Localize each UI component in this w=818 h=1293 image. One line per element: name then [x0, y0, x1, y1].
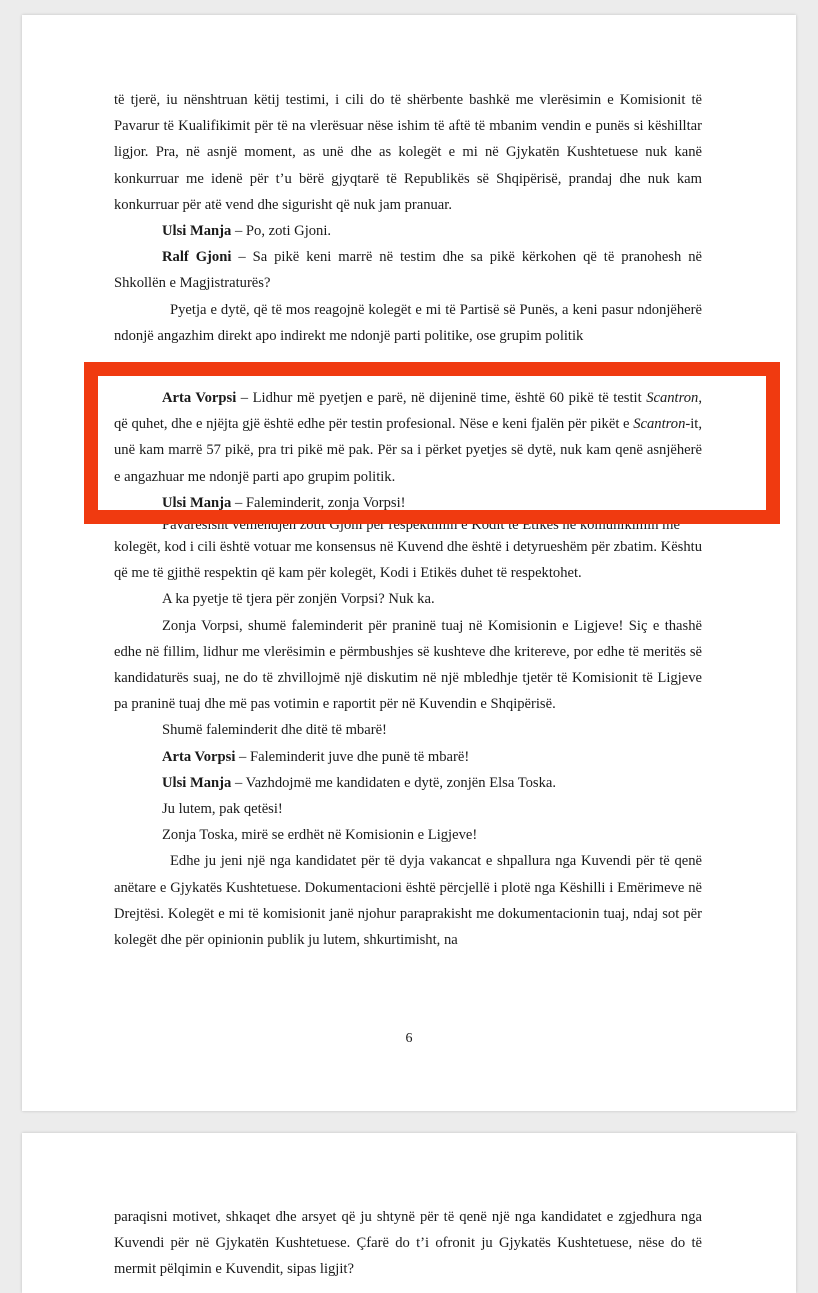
speaker-name: Arta Vorpsi [162, 390, 237, 406]
paragraph-continuation: të tjerë, iu nënshtruan këtij testimi, i cili do të shërbente bashkë me vlerësimin e Komisionit të Pavarur të Kualifikimit për të na vlerësuar nëse ishim të aftë të mbanim vendin e punës si këshilltar ligjor. Pra, në asnjë moment, as unë dhe as kolegët e mi në Gjykatën Kushtetuese nuk kanë konkurruar me idenë për t’u bërë gjyqtarë të Republikës së Shqipërisë, prandaj dhe nuk kam konkurruar për atë vend dhe sigurisht që nuk jam pranuar. [114, 92, 702, 213]
page-top-text [114, 87, 702, 349]
paragraph: A ka pyetje të tjera për zonjën Vorpsi? Nuk ka. [162, 591, 435, 608]
speech-text: – Po, zoti Gjoni. [231, 223, 332, 240]
speech-ulsi-manja [114, 218, 702, 244]
speech-arta-vorpsi [114, 744, 702, 770]
paragraph-continuation: kolegët, kod i cili është votuar me konsensus në Kuvend dhe është i detyrueshëm për zbatim. Kështu që me të gjithë respektin që kam për kolegët, Kodi i Etikës duhet të respektohet. [114, 539, 702, 582]
speech-text: – Faleminderit juve dhe punë të mbarë! [235, 748, 470, 765]
paragraph: Zonja Vorpsi, shumë faleminderit për praninë tuaj në Komisionin e Ligjeve! Siç e thashë edhe në fillim, lidhur me vlerësimin e përmbushjes së kushteve dhe kritereve, por edhe të meritës së kandidaturës suaj, ne do të zhvillojmë një diskutim në një mbledhje tjetër të Komisionit të Ligjeve pa praninë tuaj dhe më pas votimin e raportit për në Kuvendin e Shqipërisë. [114, 617, 702, 713]
speaker-name: Ralf Gjoni [162, 249, 232, 266]
paragraph: Zonja Toska, mirë se erdhët në Komisionin e Ligjeve! [162, 827, 478, 844]
term-scantron: Scantron [646, 390, 699, 406]
speaker-name: Ulsi Manja [162, 774, 232, 791]
page-number: 6 [405, 1031, 413, 1046]
document-page-6 [22, 15, 796, 1111]
speech-arta-vorpsi-answer: Arta Vorpsi – Lidhur më pyetjen e parë, në dijeninë time, është 60 pikë të testit Scantron, që quhet, dhe e njëjta gjë është edhe për testin profesional. Nëse e keni fjalën për pikët e Scantron-it, unë kam marrë 57 pikë, pra tri pikë më pak. Për sa i përket pyetjes së dytë, nuk kam qenë asnjëherë e angazhuar me ndonjë parti apo grupim politik. [114, 390, 702, 485]
speech-ulsi-manja [114, 770, 702, 796]
term-scantron: Scantron [633, 416, 686, 433]
speaker-name: Ulsi Manja [162, 223, 232, 240]
speaker-name: Arta Vorpsi [162, 748, 236, 765]
speaker-name: Ulsi Manja [162, 494, 232, 511]
highlighted-text [114, 385, 702, 516]
document-page-7 [22, 1133, 796, 1293]
partially-hidden-line: Pavarësisht vëmendjen zotit Gjoni për respektimin e Kodit të Etikës në komunikimin me [162, 517, 680, 533]
paragraph: Shumë faleminderit dhe ditë të mbarë! [162, 722, 387, 739]
page-top-text [114, 1204, 702, 1283]
speech-ulsi-manja-thanks [114, 490, 702, 516]
paragraph: Ju lutem, pak qetësi! [162, 801, 283, 818]
speech-text: – Vazhdojmë me kandidaten e dytë, zonjën Elsa Toska. [231, 774, 557, 791]
speech-ralf-gjoni [114, 244, 702, 296]
speech-text: – Sa pikë keni marrë në testim dhe sa pikë kërkohen që të pranohesh në Shkollën e Magjistraturës? [114, 249, 702, 292]
paragraph: Edhe ju jeni një nga kandidatet për të dyja vakancat e shpallura nga Kuvendi për të qenë anëtare e Gjykatës Kushtetuese. Dokumentacioni është përcjellë i plotë nga Këshilli i Emërimeve në Drejtësi. Kolegët e mi të komisionit janë njohur paraprakisht me dokumentacionin tuaj, ndaj sot për kolegët dhe për opinionin publik ju lutem, shkurtimisht, na [114, 853, 702, 949]
paragraph-second-question: Pyetja e dytë, që të mos reagojnë kolegët e mi të Partisë së Punës, a keni pasur ndonjëherë ndonjë angazhim direkt apo indirekt me ndonjë parti politike, ose grupim politik [114, 301, 702, 344]
speech-text: – Faleminderit, zonja Vorpsi! [231, 494, 406, 511]
paragraph-continuation: paraqisni motivet, shkaqet dhe arsyet që ju shtynë për të qenë një nga kandidatet e zgjedhura nga Kuvendi për në Gjykatën Kushtetuese. Çfarë do t’i ofronit ju Gjykatës Kushtetuese, nëse do të mermit pëlqimin e Kuvendit, sipas ligjit? [114, 1209, 702, 1278]
